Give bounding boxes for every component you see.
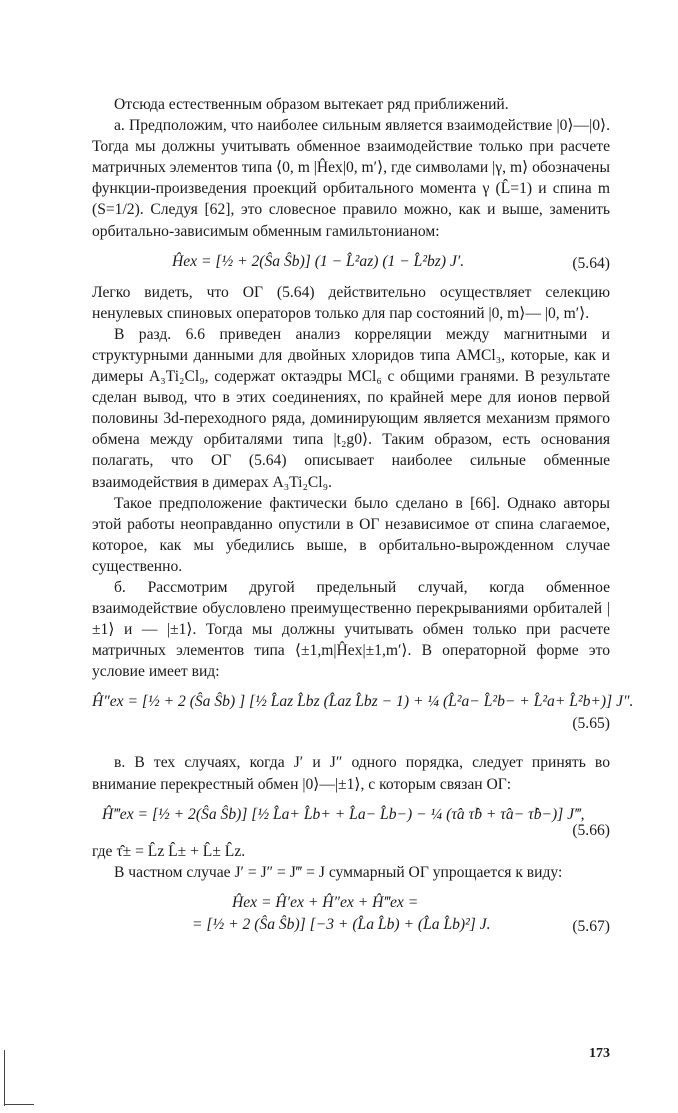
equation-5-67-line2: = [½ + 2 (Ŝa Ŝb)] [−3 + (L̂a L̂b) + (L̂a L̂b)²] J. xyxy=(192,915,491,933)
paragraph-assumption: Такое предположение фактически было сделано в [66]. Однако авторы этой работы неоправданно опустили в ОГ независимое от спина слагаемое, которое, как мы убедились выше, в орбитально-вырожденном случае существенно. xyxy=(92,494,610,575)
scan-edge-line-bottom xyxy=(4,1104,34,1105)
paragraph-tau-definition: где τ̂± = L̂z L̂± + L̂± L̂z. xyxy=(92,842,246,860)
page-number: 173 xyxy=(589,1046,610,1061)
paragraph-selection: Легко видеть, что ОГ (5.64) действительно осуществляет селекцию ненулевых спиновых операторов только для пар состояний |0, m⟩— |0, m′⟩. xyxy=(92,283,610,322)
equation-5-64-number: (5.64) xyxy=(572,254,610,272)
paragraph-intro: Отсюда естественным образом вытекает ряд приближений. xyxy=(114,96,509,113)
paragraph-a: а. Предположим, что наиболее сильным является взаимодействие |0⟩—|0⟩. Тогда мы должны учитывать обменное взаимодействие только при расчете матричных элементов типа ⟨0, m |Ĥex|0, m′⟩, где символами |γ, m⟩ обозначены функции-произведения проекций орбитального момента γ (L̂=1) и спина m (S=1/2). Следуя [62], это словесное правило можно, как и выше, заменить орбитально-зависимым обменным гамильтонианом: xyxy=(92,117,610,240)
equation-5-67-number: (5.67) xyxy=(572,917,610,935)
paragraph-special-case: В частном случае J′ = J″ = J‴ = J суммарный ОГ упрощается к виду: xyxy=(114,863,563,881)
equation-5-64-formula: Ĥex = [½ + 2(Ŝa Ŝb)] (1 − L̂²az) (1 − L̂²bz) J′. xyxy=(172,252,465,270)
paragraph-c: в. В тех случаях, когда J′ и J″ одного порядка, следует принять во внимание перекрестный обмен |0⟩—|±1⟩, с которым связан ОГ: xyxy=(92,754,610,793)
equation-5-65-formula: Ĥ″ex = [½ + 2 (Ŝa Ŝb) ] [½ L̂az L̂bz (L̂az L̂bz − 1) + ¼ (L̂²a− L̂²b− + L̂²a+ L̂²b+)] J″. xyxy=(92,693,634,711)
equation-5-67-line1: Ĥex = Ĥ′ex + Ĥ″ex + Ĥ‴ex = xyxy=(232,893,419,911)
equation-5-65 xyxy=(92,682,634,740)
equation-5-64 xyxy=(92,242,610,282)
equation-5-66-number: (5.66) xyxy=(572,821,610,839)
text-column xyxy=(92,94,634,939)
paragraph-b: б. Рассмотрим другой предельный случай, когда обменное взаимодействие обусловлено преимущественно перекрываниями орбиталей |±1⟩ и — |±1⟩. Тогда мы должны учитывать обмен только при расчете матричных элементов типа ⟨±1,m|Ĥex|±1,m′⟩. В операторной форме это условие имеет вид: xyxy=(92,578,610,681)
equation-5-66 xyxy=(92,795,610,841)
scan-edge-line xyxy=(4,1050,5,1106)
equation-5-67 xyxy=(92,883,610,939)
equation-5-66-formula: Ĥ‴ex = [½ + 2(Ŝa Ŝb)] [½ L̂a+ L̂b+ + L̂a− L̂b−) − ¼ (τ̂a τ̂b + τ̂a− τ̂b−)] J‴, xyxy=(102,805,585,823)
paragraph-section-6-6: В разд. 6.6 приведен анализ корреляции между магнитными и структурными данными для двойных хлоридов типа AMCl₃, которые, как и димеры A₃Ti₂Cl₉, содержат октаэдры MCl₆ с общими гранями. В результате сделан вывод, что в этих соединениях, по крайней мере для ионов первой половины 3d-переходного ряда, доминирующим является механизм прямого обмена между орбиталями типа |t₂g0⟩. Таким образом, есть основания полагать, что ОГ (5.64) описывает наиболее сильные обменные взаимодействия в димерах A₃Ti₂Cl₉. xyxy=(92,325,610,491)
equation-5-65-number: (5.65) xyxy=(572,715,610,733)
